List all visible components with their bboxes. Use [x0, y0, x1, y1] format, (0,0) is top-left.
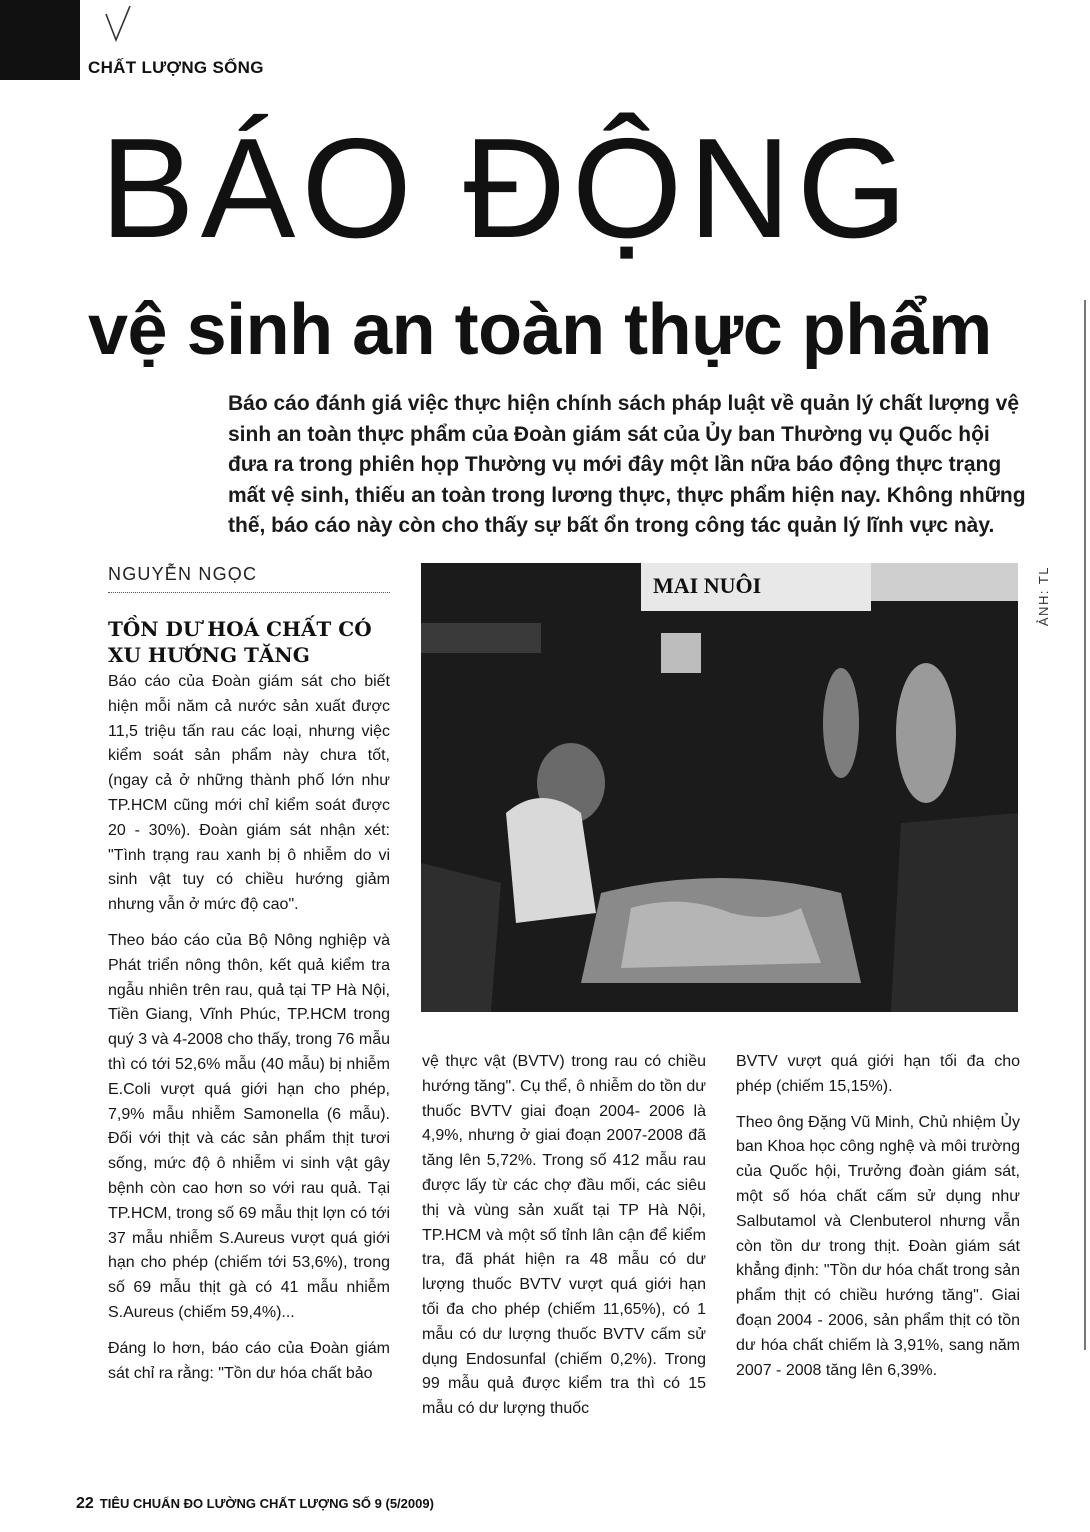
author-byline: NGUYỄN NGỌC [108, 564, 258, 584]
paragraph: Đáng lo hơn, báo cáo của Đoàn giám sát chỉ ra rằng: "Tồn dư hóa chất bảo [108, 1339, 390, 1382]
paragraph: Theo báo cáo của Bộ Nông nghiệp và Phát triển nông thôn, kết quả kiểm tra ngẫu nhiên trên rau, quả tại TP Hà Nội, Tiền Giang, Vĩnh Phúc, TP.HCM trong quý 3 và 4-2008 cho thấy, trong 76 mẫu thì có tới 52,6% mẫu (40 mẫu) bị nhiễm E.Coli vượt quá giới hạn cho phép, 7,9% mẫu nhiễm Samonella (6 mẫu). Đối với thịt và các sản phẩm thịt tươi sống, mức độ ô nhiễm vi sinh vật gây bệnh còn cao hơn so với rau quả. Tại TP.HCM, trong số 69 mẫu thịt lợn có tới 37 mẫu nhiễm S.Aureus vượt quá giới hạn cho phép (chiếm tới 53,6%), trong số 69 mẫu thịt gà có 41 mẫu nhiễm S.Aureus (chiếm 59,4%)... [108, 931, 390, 1321]
market-photo [421, 563, 1018, 1012]
page-number: 22 [76, 1495, 94, 1512]
article-headline: BÁO ĐỘNG [100, 109, 914, 268]
text-column-3 [736, 1050, 1020, 1394]
byline-divider [108, 592, 390, 593]
section-subhead: TỒN DƯ HOÁ CHẤT CÓ XU HƯỚNG TĂNG [108, 617, 372, 667]
check-mark-icon [100, 4, 134, 44]
photo-credit: ẢNH: TL [1036, 566, 1051, 627]
paragraph: vệ thực vật (BVTV) trong rau có chiều hướng tăng". Cụ thể, ô nhiễm do tồn dư thuốc BVTV giai đoạn 2004- 2006 là 4,9%, nhưng ở giai đoạn 2007-2008 đã tăng lên 5,72%. Trong số 412 mẫu rau được lấy từ các chợ đầu mối, các siêu thị và vùng sản xuất tại TP Hà Nội, TP.HCM và một số tỉnh lân cận để kiểm tra, đã phát hiện ra 48 mẫu có dư lượng thuốc BVTV vượt quá giới hạn tối đa cho phép (chiếm 11,65%), có 1 mẫu có dư lượng thuốc BVTV cấm sử dụng Endosunfal (chiếm 0,2%). Trong 99 mẫu quả được kiểm tra thì có 15 mẫu có dư lượng thuốc [422, 1053, 706, 1418]
page-edge-rule [1084, 300, 1086, 1350]
page-footer [76, 1495, 434, 1513]
text-column-2 [422, 1050, 706, 1433]
market-photo-illustration [421, 563, 1018, 1012]
paragraph: Theo ông Đặng Vũ Minh, Chủ nhiệm Ủy ban Khoa học công nghệ và môi trường của Quốc hội, Trưởng đoàn giám sát, một số hóa chất cấm sử dụng như Salbutamol và Clenbuterol nhưng vẫn còn tồn dư trong thịt. Đoàn giám sát khẳng định: "Tồn dư hóa chất trong sản phẩm thịt có chiều hướng tăng". Giai đoạn 2004 - 2006, sản phẩm thịt có tồn dư hóa chất chiếm là 3,91%, sang năm 2007 - 2008 tăng lên 6,39%. [736, 1113, 1020, 1379]
paragraph: BVTV vượt quá giới hạn tối đa cho phép (chiếm 15,15%). [736, 1053, 1020, 1095]
article-subheadline: vệ sinh an toàn thực phẩm [88, 290, 992, 370]
text-column-1 [108, 670, 390, 1397]
photo-sign-text: MAI NUÔI [653, 573, 762, 598]
article-lead: Báo cáo đánh giá việc thực hiện chính sách pháp luật về quản lý chất lượng vệ sinh an toàn thực phẩm của Đoàn giám sát của Ủy ban Thường vụ Quốc hội đưa ra trong phiên họp Thường vụ mới đây một lần nữa báo động thực trạng mất vệ sinh, thiếu an toàn trong lương thực, thực phẩm hiện nay. Không những thế, báo cáo này còn cho thấy sự bất ổn trong công tác quản lý lĩnh vực này. [228, 392, 1026, 537]
publication-name: TIÊU CHUẨN ĐO LƯỜNG CHẤT LƯỢNG SỐ 9 (5/2009) [99, 1496, 434, 1511]
corner-marker-block [0, 0, 80, 80]
paragraph: Báo cáo của Đoàn giám sát cho biết hiện mỗi năm cả nước sản xuất được 11,5 triệu tấn rau các loại, nhưng việc kiểm soát sản phẩm này chưa tốt, (ngay cả ở những thành phố lớn như TP.HCM cũng mới chỉ kiểm soát được 20 - 30%). Đoàn giám sát nhận xét: "Tình trạng rau xanh bị ô nhiễm do vi sinh vật tuy có chiều hướng giảm nhưng vẫn ở mức độ cao". [108, 673, 390, 914]
section-label: CHẤT LƯỢNG SỐNG [88, 58, 264, 77]
